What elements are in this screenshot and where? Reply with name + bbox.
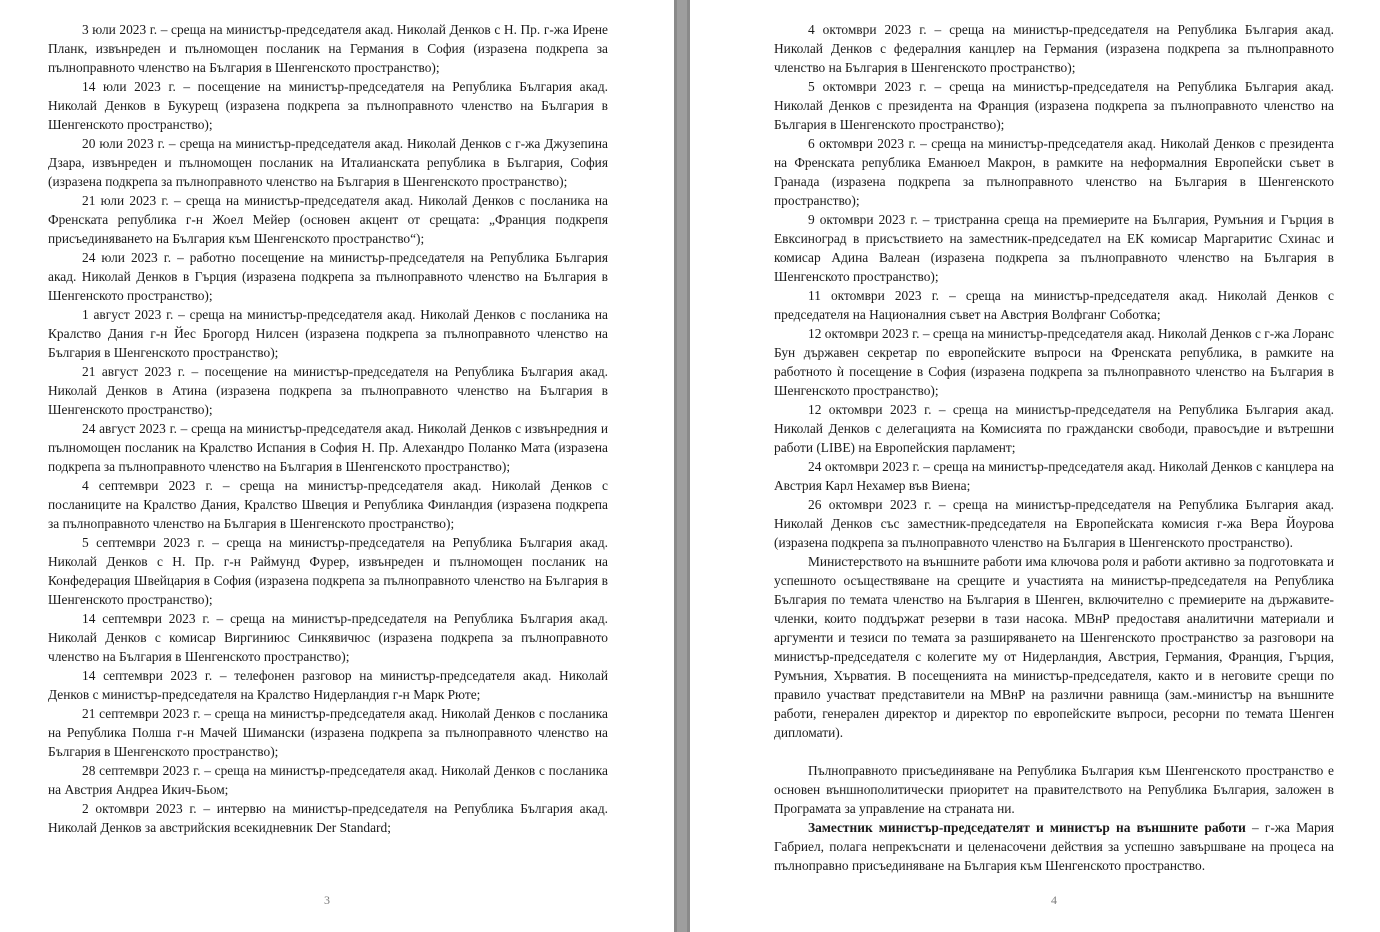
page-3-body — [48, 20, 608, 837]
paragraph: Министерството на външните работи има ключова роля и работи активно за подготовката и успешното осъществяване на срещите и участията на министър-председателя на Република България по темата членство на България в Шенген, включително с премиерите на държавите-членки, които поддържат резерви в тази насока. МВнР предоставя аналитични материали и аргументи и тезиси по темата за разширяването на Шенгенското пространство за разговори на министър-председателя с колегите му от Нидерландия, Австрия, Германия, Франция, Гърция, Румъния, Хърватия. В посещенията на министър-председателя, както и в неговите срещи по правило участват представители на МВнР на различни равнища (зам.-министър на външните работи, генерален директор и директор по европейските въпроси, ресорни по темата Шенген дипломати). — [774, 554, 1334, 740]
paragraph: 21 юли 2023 г. – среща на министър-председателя акад. Николай Денков с посланика на Френската република г-н Жоел Мейер (основен акцент от срещата: „Франция подкрепя присъединяването на България към Шенгенското пространство“); — [48, 193, 608, 246]
paragraph: 14 юли 2023 г. – посещение на министър-председателя на Република България акад. Николай Денков в Букурещ (изразена подкрепа за пълноправното членство на България в Шенгенското пространство); — [48, 79, 608, 132]
paragraph: Пълноправното присъединяване на Република България към Шенгенското пространство е основен външнополитически приоритет на правителството на Република България, заложен в Програмата за управление на страната ни. — [774, 763, 1334, 816]
paragraph: 24 август 2023 г. – среща на министър-председателя акад. Николай Денков с извънредния и пълномощен посланик на Кралство Испания в София Н. Пр. Алехандро Поланко Мата (изразена подкрепа за пълноправното членство на България в Шенгенското пространство); — [48, 421, 608, 474]
paragraph: 12 октомври 2023 г. – среща на министър-председателя на Република България акад. Николай Денков с делегацията на Комисията по граждански свободи, правосъдие и вътрешни работи (LIBE) на Европейския парламент; — [774, 402, 1334, 455]
paragraph-rest: – г-жа Мария Габриел, полага непрекъснати и целенасочени действия за успешно завършване на процеса на пълноправно присъединяване на България към Шенгенското пространство. — [774, 820, 1334, 873]
paragraph: 14 септември 2023 г. – телефонен разговор на министър-председателя акад. Николай Денков с министър-председателя на Кралство Нидерландия г-н Марк Рюте; — [48, 668, 608, 702]
bold-lead: Заместник министър-председателят и министър на външните работи — [808, 820, 1246, 835]
paragraph: 26 октомври 2023 г. – среща на министър-председателя на Република България акад. Николай Денков със заместник-председателя на Европейската комисия г-жа Вера Йоурова (изразена подкрепа за пълноправното членство на България в Шенгенското пространство). — [774, 497, 1334, 550]
paragraph: 12 октомври 2023 г. – среща на министър-председателя акад. Николай Денков с г-жа Лоранс Бун държавен секретар по европейските въпроси на Френската република, в рамките на работното ѝ посещение в София (изразена подкрепа за пълноправното членство на България в Шенгенското пространство); — [774, 326, 1334, 398]
paragraph: 3 юли 2023 г. – среща на министър-председателя акад. Николай Денков с Н. Пр. г-жа Ирене Планк, извънреден и пълномощен посланик на Германия в София (изразена подкрепа за пълноправното членство на България в Шенгенското пространство); — [48, 22, 608, 75]
paragraph: 4 септември 2023 г. – среща на министър-председателя акад. Николай Денков с посланиците на Кралство Дания, Кралство Швеция и Република Финландия (изразена подкрепа за пълноправното членство на България в Шенгенското пространство); — [48, 478, 608, 531]
paragraph: 1 август 2023 г. – среща на министър-председателя акад. Николай Денков с посланика на Кралство Дания г-н Йес Брогорд Нилсен (изразена подкрепа за пълноправното членство на България в Шенгенското пространство); — [48, 307, 608, 360]
paragraph: 21 август 2023 г. – посещение на министър-председателя на Република България акад. Николай Денков в Атина (изразена подкрепа за пълноправното членство на България в Шенгенското пространство); — [48, 364, 608, 417]
paragraph: 21 септември 2023 г. – среща на министър-председателя акад. Николай Денков с посланика на Република Полша г-н Мачей Шимански (изразена подкрепа за пълноправното членство на България в Шенгенското пространство); — [48, 706, 608, 759]
page-4-body — [774, 20, 1334, 875]
paragraph: 5 октомври 2023 г. – среща на министър-председателя на Република България акад. Николай Денков с президента на Франция (изразена подкрепа за пълноправното членство на България в Шенгенското пространство); — [774, 79, 1334, 132]
paragraph: 28 септември 2023 г. – среща на министър-председателя акад. Николай Денков с посланика на Австрия Андреа Икич-Бьом; — [48, 763, 608, 797]
document-page-3 — [0, 0, 674, 932]
paragraph: 20 юли 2023 г. – среща на министър-председателя акад. Николай Денков с г-жа Джузепина Дзара, извънреден и пълномощен посланик на Италианската република в България, София (изразена подкрепа за пълноправното членство на България в Шенгенското пространство); — [48, 136, 608, 189]
page-number: 3 — [324, 893, 330, 907]
page-separator — [674, 0, 690, 932]
paragraph: 24 октомври 2023 г. – среща на министър-председателя акад. Николай Денков с канцлера на Австрия Карл Нехамер във Виена; — [774, 459, 1334, 493]
paragraph: 2 октомври 2023 г. – интервю на министър-председателя на Република България акад. Николай Денков за австрийския всекидневник Der Standard; — [48, 801, 608, 835]
page-number: 4 — [1051, 893, 1057, 907]
paragraph: 5 септември 2023 г. – среща на министър-председателя на Република България акад. Николай Денков с Н. Пр. г-н Раймунд Фурер, извънреден и пълномощен посланик на Конфедерация Швейцария в София (изразена подкрепа за пълноправното членство на България в Шенгенското пространство); — [48, 535, 608, 607]
paragraph: 24 юли 2023 г. – работно посещение на министър-председателя на Република България акад. Николай Денков в Гърция (изразена подкрепа за пълноправното членство на България в Шенгенското пространство); — [48, 250, 608, 303]
paragraph: 4 октомври 2023 г. – среща на министър-председателя на Република България акад. Николай Денков с федералния канцлер на Германия (изразена подкрепа за пълноправното членство на България в Шенгенското пространство); — [774, 22, 1334, 75]
paragraph-final — [774, 818, 1334, 875]
paragraph: 6 октомври 2023 г. – среща на министър-председателя акад. Николай Денков с президента на Френската република Еманюел Макрон, в рамките на неформалния Европейски съвет в Гранада (изразена подкрепа за пълноправното членство на България в Шенгенското пространство); — [774, 136, 1334, 208]
paragraph: 9 октомври 2023 г. – тристранна среща на премиерите на България, Румъния и Гърция в Евксиноград в присъствието на заместник-председател на ЕК комисар Маргаритис Схинас и комисар Адина Валеан (изразена подкрепа за пълноправното членство на България в Шенгенското пространство); — [774, 212, 1334, 284]
paragraph: 14 септември 2023 г. – среща на министър-председателя на Република България акад. Николай Денков с комисар Виргиниюс Синкявичюс (изразена подкрепа за пълноправното членство на България в Шенгенското пространство); — [48, 611, 608, 664]
paragraph: 11 октомври 2023 г. – среща на министър-председателя акад. Николай Денков с председателя на Националния съвет на Австрия Волфганг Соботка; — [774, 288, 1334, 322]
document-page-4 — [690, 0, 1380, 932]
